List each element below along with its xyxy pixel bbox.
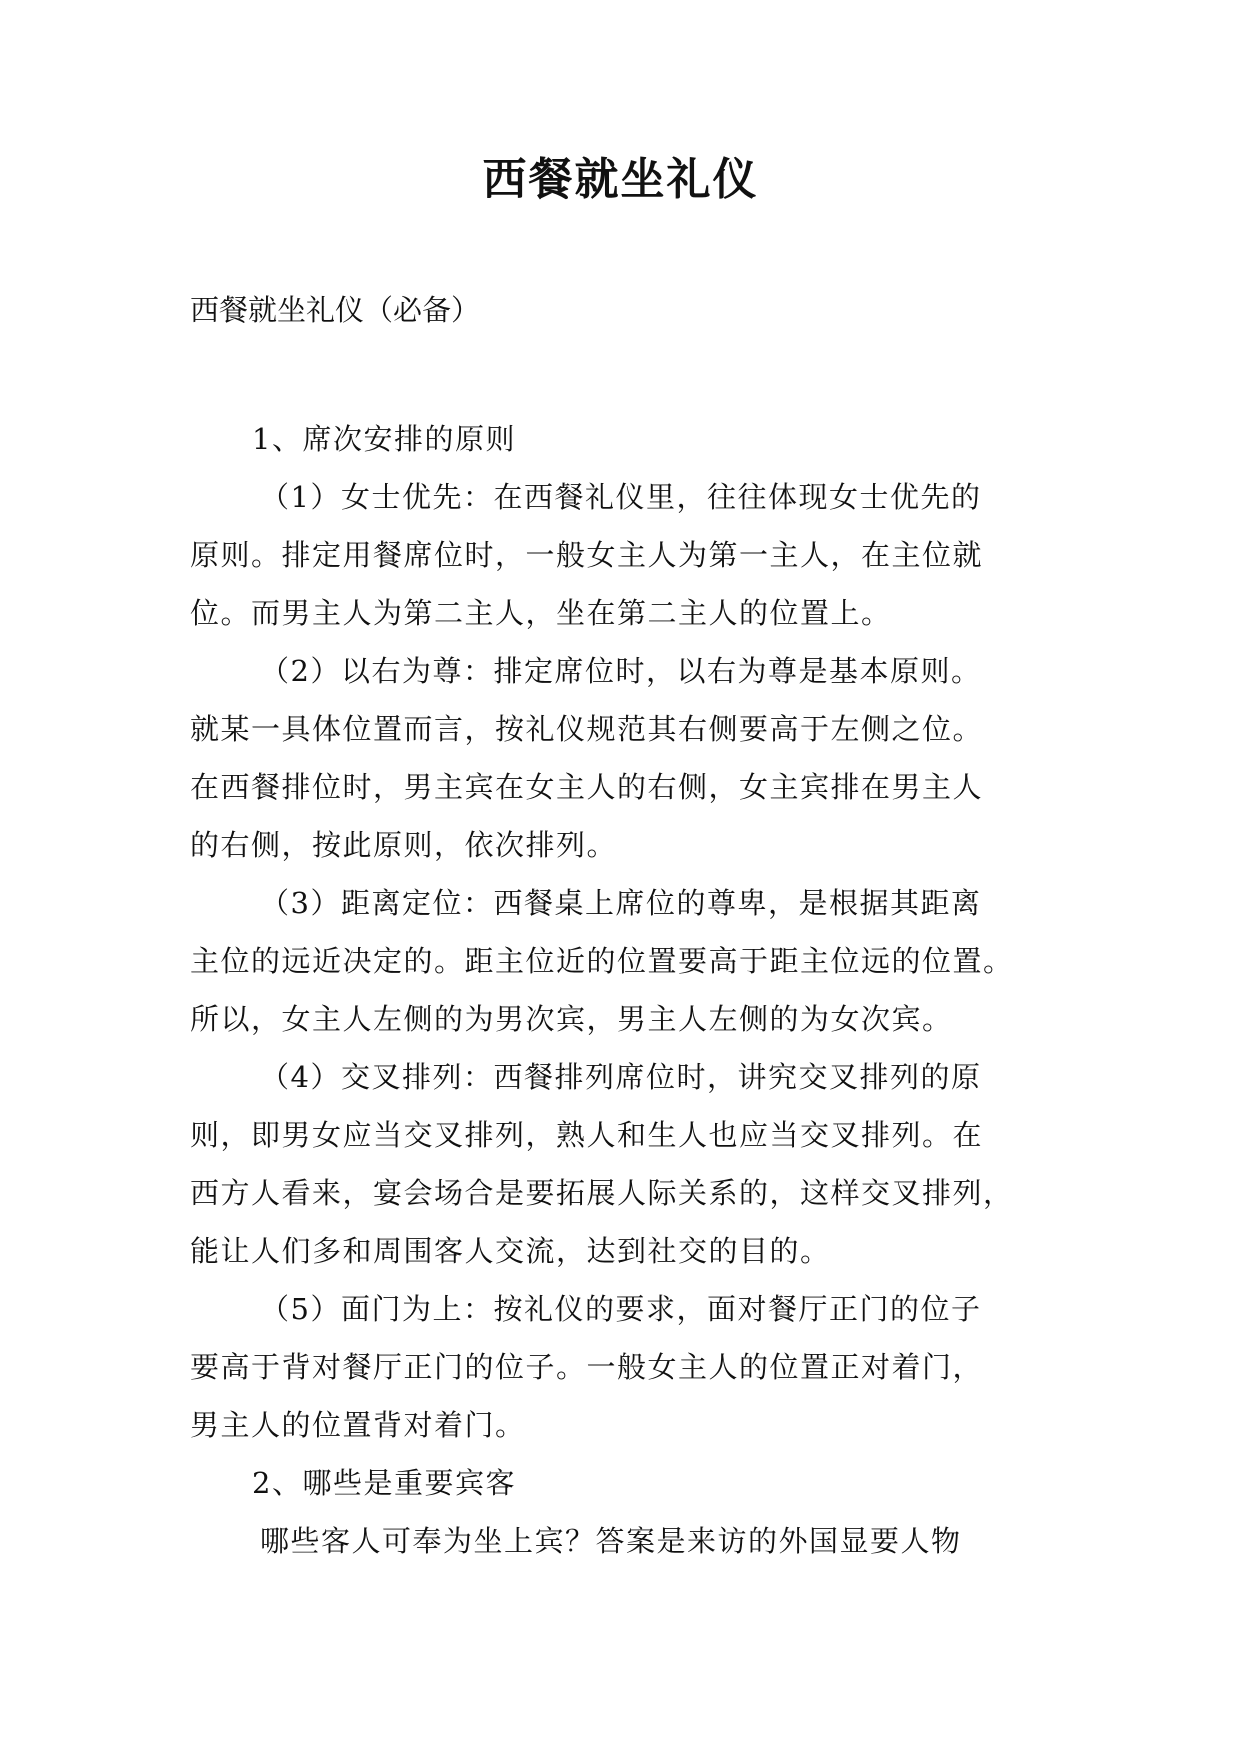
paragraph-line: （1）女士优先：在西餐礼仪里，往往体现女士优先的 — [260, 480, 982, 514]
document-title: 西餐就坐礼仪 — [482, 154, 759, 205]
paragraph-line: （5）面门为上：按礼仪的要求，面对餐厅正门的位子 — [260, 1292, 982, 1326]
paragraph-line: 则，即男女应当交叉排列，熟人和生人也应当交叉排列。在 — [190, 1118, 984, 1152]
section-heading: 2、哪些是重要宾客 — [252, 1466, 516, 1500]
paragraph-line: 要高于背对餐厅正门的位子。一般女主人的位置正对着门， — [190, 1350, 984, 1384]
paragraph-line: 就某一具体位置而言，按礼仪规范其右侧要高于左侧之位。 — [190, 712, 984, 746]
paragraph-line: （4）交叉排列：西餐排列席位时，讲究交叉排列的原 — [260, 1060, 982, 1094]
paragraph-line: 的右侧，按此原则，依次排列。 — [190, 828, 618, 862]
paragraph-line: 所以，女主人左侧的为男次宾，男主人左侧的为女次宾。 — [190, 1002, 953, 1036]
paragraph-line: 原则。排定用餐席位时，一般女主人为第一主人，在主位就 — [190, 538, 984, 572]
document-subtitle: 西餐就坐礼仪（必备） — [190, 293, 481, 327]
document-body — [190, 410, 1070, 1570]
paragraph-line: 哪些客人可奉为坐上宾？答案是来访的外国显要人物 — [260, 1524, 962, 1558]
paragraph-line: 位。而男主人为第二主人，坐在第二主人的位置上。 — [190, 596, 892, 630]
paragraph-line: 能让人们多和周围客人交流，达到社交的目的。 — [190, 1234, 831, 1268]
paragraph-line: 男主人的位置背对着门。 — [190, 1408, 526, 1442]
paragraph-line: 主位的远近决定的。距主位近的位置要高于距主位远的位置。 — [190, 944, 1014, 978]
paragraph-line: （3）距离定位：西餐桌上席位的尊卑，是根据其距离 — [260, 886, 982, 920]
section-heading: 1、席次安排的原则 — [252, 422, 516, 456]
paragraph-line: （2）以右为尊：排定席位时，以右为尊是基本原则。 — [260, 654, 982, 688]
paragraph-line: 西方人看来，宴会场合是要拓展人际关系的，这样交叉排列， — [190, 1176, 1014, 1210]
paragraph-line: 在西餐排位时，男主宾在女主人的右侧，女主宾排在男主人 — [190, 770, 984, 804]
